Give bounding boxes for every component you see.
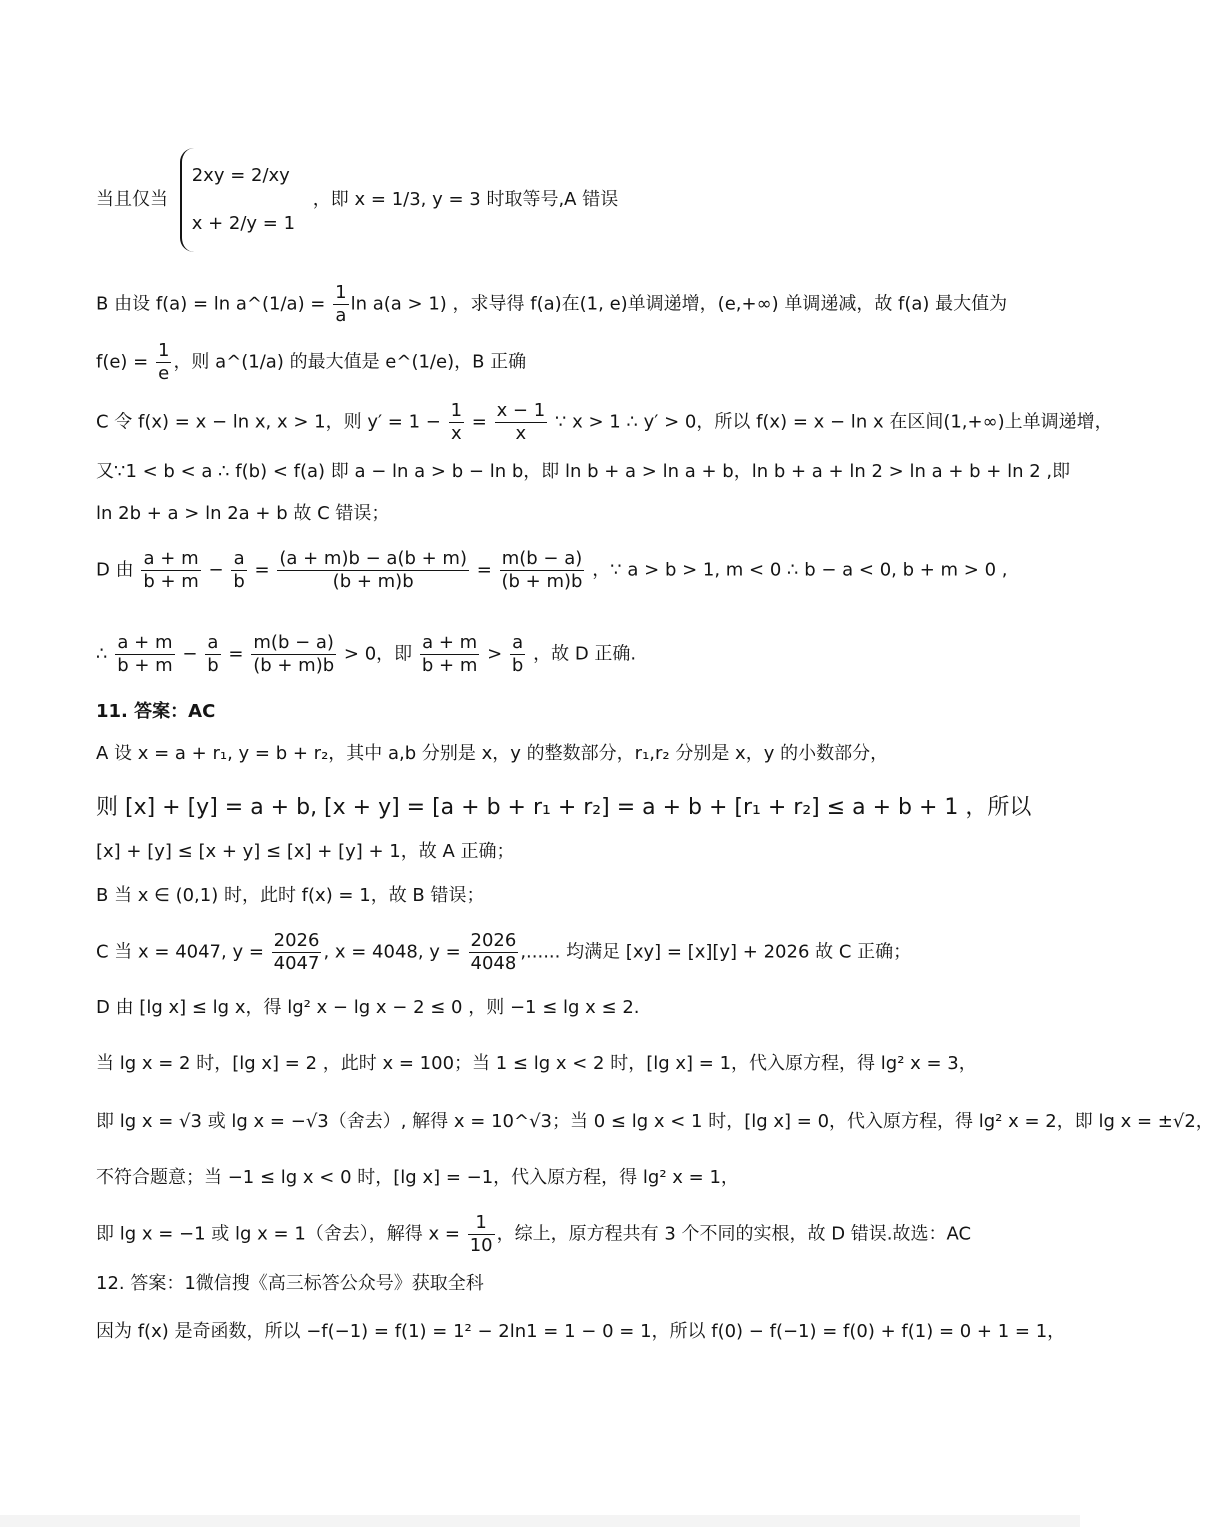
q11-option-a-line2: 则 [x] + [y] = a + b, [x + y] = [a + b + r₁ + r₂] = a + b + [r₁ + r₂] ≤ a + b + 1 ，所以 <box>96 795 1032 820</box>
fraction-den: x <box>515 423 527 444</box>
q11-option-d-line1: D 由 [lg x] ≤ lg x，得 lg² x − lg x − 2 ≤ 0 ，则 −1 ≤ lg x ≤ 2. <box>96 997 640 1018</box>
d1-prefix: D 由 <box>96 559 134 581</box>
fraction <box>510 632 525 677</box>
equation-system <box>180 148 301 252</box>
condition-prefix: 当且仅当 <box>96 189 168 210</box>
q11-option-d-line4: 不符合题意；当 −1 ≤ lg x < 0 时，[lg x] = −1，代入原方程，得 lg² x = 1， <box>96 1167 739 1188</box>
fraction-num: a + m <box>420 632 480 655</box>
question-11-answer: 11. 答案：AC <box>96 701 216 722</box>
fraction-num: 2026 <box>470 930 517 951</box>
equality-condition-line <box>96 148 1020 252</box>
fraction-num: 2026 <box>273 930 320 951</box>
b-tail: ln a(a > 1) <box>350 293 447 315</box>
fraction-num: 1 <box>468 1212 495 1235</box>
fraction-num: 1 <box>450 400 463 421</box>
fraction-num: x − 1 <box>496 400 546 421</box>
fraction <box>156 340 171 385</box>
fraction-den: (b + m)b <box>332 571 414 592</box>
c1-prefix: C 令 f(x) = x − ln x, x > 1，则 y′ = 1 − <box>96 411 447 433</box>
fraction-num: a <box>205 632 220 655</box>
system-eq1: 2xy = 2/xy <box>191 165 290 186</box>
d1-rest: ，∵ a > b > 1, m < 0 ∴ b − a < 0, b + m > 0 , <box>592 559 1008 581</box>
page-bottom-strip <box>0 1515 1080 1527</box>
fraction-den: b <box>207 655 219 676</box>
d2-rest: ，故 D 正确. <box>533 643 637 665</box>
fraction <box>495 400 548 445</box>
fraction-den: a <box>335 305 347 326</box>
fraction-den: b + m <box>143 571 199 592</box>
fraction <box>420 632 480 677</box>
fraction-den: 4047 <box>273 953 320 974</box>
q11-option-a-line3: [x] + [y] ≤ [x + y] ≤ [x] + [y] + 1，故 A 正确； <box>96 841 515 862</box>
fraction <box>500 548 585 593</box>
fraction-den: e <box>158 363 170 384</box>
q11-option-b: B 当 x ∈ (0,1) 时，此时 f(x) = 1，故 B 错误； <box>96 885 485 906</box>
q12-line1: 因为 f(x) 是奇函数，所以 −f(−1) = f(1) = 1² − 2ln1 = 1 − 0 = 1，所以 f(0) − f(−1) = f(0) + f(1) = 0 + 1 = 1， <box>96 1321 1066 1342</box>
fraction-den: b + m <box>117 655 173 676</box>
option-c-line3: ln 2b + a > ln 2a + b 故 C 错误； <box>96 503 390 524</box>
fraction-den: 10 <box>469 1235 493 1256</box>
c11-prefix: C 当 x = 4047, y = <box>96 941 270 963</box>
fraction-den: (b + m)b <box>253 655 335 676</box>
fraction <box>333 282 348 327</box>
fraction-den: x <box>450 423 462 444</box>
fraction-num: 1 <box>157 340 170 361</box>
fraction-den: 4048 <box>470 953 517 974</box>
fraction-num: 1 <box>335 282 347 303</box>
fraction-num: (a + m)b − a(b + m) <box>279 548 467 569</box>
q11-option-d-line2: 当 lg x = 2 时，[lg x] = 2 ，此时 x = 100；当 1 ≤ lg x < 2 时，[lg x] = 1，代入原方程，得 lg² x = 3， <box>96 1053 977 1074</box>
q11-option-c <box>96 930 1020 975</box>
fraction <box>231 548 246 593</box>
fraction <box>449 400 464 445</box>
option-c-line1: C 令 f(x) = x − ln x, x > 1，则 y′ = 1 − $\frac{1}{x}$ = $\frac{x - 1}{x}$ ∵ x > 1 ∴ y′ > 0，所以 f(x) = x − ln x 在区间(1,+∞)上单调递增， <box>96 400 1113 444</box>
b-rest: ，求导得 f(a)在(1, e)单调递增，(e,+∞) 单调递减，故 f(a) 最大值为 <box>452 293 1008 315</box>
fraction-den: b <box>511 655 524 676</box>
fraction-den: (b + m)b <box>501 571 583 592</box>
fraction-num: a + m <box>115 632 175 655</box>
fraction-den: b + m <box>421 655 478 676</box>
d5-rest: ，综上，原方程共有 3 个不同的实根，故 D 错误.故选：AC <box>496 1223 972 1245</box>
fraction <box>205 632 220 677</box>
fraction <box>141 548 201 593</box>
fraction <box>277 548 469 593</box>
fraction <box>251 632 336 677</box>
option-b-line2 <box>96 340 1020 385</box>
b2-rest: ，则 a^(1/a) 的最大值是 e^(1/e)，B 正确 <box>173 351 527 373</box>
fraction <box>272 930 322 975</box>
condition-suffix: ，即 x = 1/3, y = 3 时取等号,A 错误 <box>312 189 619 210</box>
fraction <box>469 930 519 975</box>
d5-prefix: 即 lg x = −1 或 lg x = 1（舍去），解得 x = <box>96 1223 466 1245</box>
fraction <box>115 632 175 677</box>
fraction-num: m(b − a) <box>251 632 336 655</box>
fraction-num: a <box>231 548 246 571</box>
b2-prefix: f(e) = <box>96 351 154 373</box>
c11-mid: , x = 4048, y = <box>323 941 467 963</box>
c11-rest: ,...... 均满足 [xy] = [x][y] + 2026 故 C 正确； <box>520 941 912 963</box>
fraction-num: a <box>510 632 525 655</box>
b-prefix: B 由设 <box>96 293 151 315</box>
option-c-line2: 又∵1 < b < a ∴ f(b) < f(a) 即 a − ln a > b − ln b，即 ln b + a > ln a + b，ln b + a + ln 2 > ln a + b + ln 2 ,即 <box>96 461 1071 482</box>
fraction <box>468 1212 495 1257</box>
c1-rest: ∵ x > 1 ∴ y′ > 0，所以 f(x) = x − ln x 在区间(1,+∞)上单调递增， <box>554 411 1113 433</box>
b-expr: f(a) = ln a^(1/a) = <box>155 293 332 315</box>
fraction-num: a + m <box>141 548 201 571</box>
d2-mid: > 0，即 <box>343 643 413 665</box>
q11-option-a-line1: A 设 x = a + r₁, y = b + r₂，其中 a,b 分别是 x，y 的整数部分，r₁,r₂ 分别是 x，y 的小数部分， <box>96 743 889 764</box>
fraction-num: m(b − a) <box>500 548 585 571</box>
fraction-den: b <box>233 571 245 592</box>
system-eq2: x + 2/y = 1 <box>191 213 296 234</box>
option-d-line1: D 由 $\frac{a + m}{b + m}$ − $\frac{a}{b}$ = $\frac{(a + m)b - a(b + m)}{(b + m)b}$ = $\frac{m(b - a)}{(b + m)b}$ ，∵ a > b > 1, m < 0 ∴ b − a < 0, b + m > 0 , <box>96 548 1008 592</box>
question-12-answer: 12. 答案：1微信搜《高三标答公众号》获取全科 <box>96 1273 484 1294</box>
q11-option-d-line5 <box>96 1212 1020 1257</box>
option-d-line2: ∴ $\frac{a + m}{b + m}$ − $\frac{a}{b}$ = $\frac{m(b - a)}{(b + m)b}$ > 0，即 $\frac{a + m}{b + m}$ > $\frac{a}{b}$ ，故 D 正确. <box>96 632 637 676</box>
q11-option-d-line3: 即 lg x = √3 或 lg x = −√3（舍去）, 解得 x = 10^√3；当 0 ≤ lg x < 1 时，[lg x] = 0，代入原方程，得 lg² x = 2，即 lg x = ±√2， <box>96 1111 1214 1132</box>
option-b-line1 <box>96 282 1020 327</box>
d2-prefix: ∴ <box>96 643 108 665</box>
